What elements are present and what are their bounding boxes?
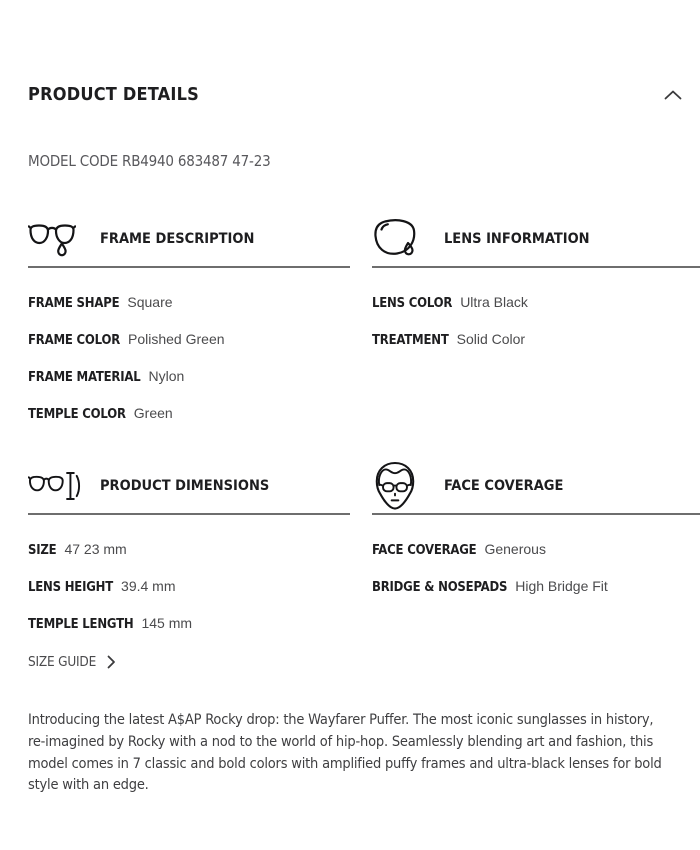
spec-value: Nylon	[148, 368, 185, 384]
section-lens-information	[372, 212, 700, 443]
section-header	[372, 459, 700, 515]
size-guide-link[interactable]	[28, 654, 116, 670]
spec-row-lens-height	[28, 579, 350, 595]
spec-row-frame-shape	[28, 295, 350, 311]
spec-row-frame-material	[28, 369, 350, 385]
spec-row-bridge-nosepads	[372, 579, 700, 595]
chevron-up-icon	[664, 90, 682, 100]
section-header	[28, 459, 350, 515]
spec-label: TEMPLE LENGTH	[28, 617, 134, 632]
spec-value: Polished Green	[128, 331, 225, 347]
spec-list	[28, 542, 350, 671]
chevron-right-icon	[107, 655, 116, 669]
spec-label: TREATMENT	[372, 333, 449, 348]
spec-value: 39.4 mm	[121, 578, 176, 594]
model-code: MODEL CODE RB4940 683487 47-23	[28, 152, 271, 170]
section-title: PRODUCT DIMENSIONS	[100, 478, 270, 494]
spec-list	[372, 542, 700, 595]
aviator-sunglasses-drop-icon	[28, 220, 82, 258]
section-face-coverage	[372, 459, 700, 671]
spec-value: Square	[127, 294, 173, 310]
product-description: Introducing the latest A$AP Rocky drop: the Wayfarer Puffer. The most iconic sunglasses in history, re-imagined by Rocky with a nod to the world of hip-hop. Seamlessly blending art and fashion, this model comes in 7 classic and bold colors with amplified puffy frames and ultra-black lenses for bold style with an edge.	[28, 712, 662, 794]
spec-row-temple-length	[28, 616, 350, 632]
spec-row-size	[28, 542, 350, 558]
spec-row-face-coverage	[372, 542, 700, 558]
spec-label: LENS HEIGHT	[28, 580, 114, 595]
spec-label: SIZE	[28, 543, 57, 558]
spec-list	[372, 295, 700, 348]
section-header	[28, 212, 350, 268]
spec-value: Ultra Black	[460, 294, 528, 310]
spec-value: Green	[133, 405, 173, 421]
spec-row-treatment	[372, 332, 700, 348]
spec-value: Generous	[484, 541, 546, 557]
spec-row-frame-color	[28, 332, 350, 348]
face-with-glasses-icon	[372, 461, 426, 511]
spec-label: FRAME COLOR	[28, 333, 121, 348]
section-product-dimensions	[28, 459, 350, 671]
lens-drop-icon	[372, 218, 426, 260]
section-frame-description	[28, 212, 350, 443]
spec-value: 47 23 mm	[64, 541, 127, 557]
spec-value: Solid Color	[456, 331, 526, 347]
spec-label: FRAME MATERIAL	[28, 370, 141, 385]
product-details-grid	[28, 212, 700, 671]
collapse-section-button[interactable]	[662, 88, 684, 102]
page-title: PRODUCT DETAILS	[28, 84, 199, 105]
size-guide-label: SIZE GUIDE	[28, 654, 97, 670]
glasses-ruler-icon	[28, 468, 82, 504]
section-header	[372, 212, 700, 268]
section-title: FRAME DESCRIPTION	[100, 231, 255, 247]
spec-label: TEMPLE COLOR	[28, 407, 126, 422]
spec-label: FRAME SHAPE	[28, 296, 120, 311]
spec-label: FACE COVERAGE	[372, 543, 477, 558]
spec-row-temple-color	[28, 406, 350, 422]
spec-list	[28, 295, 350, 422]
spec-label: BRIDGE & NOSEPADS	[372, 580, 508, 595]
spec-value: High Bridge Fit	[515, 578, 608, 594]
spec-label: LENS COLOR	[372, 296, 453, 311]
product-details-accordion-header[interactable]	[0, 0, 700, 105]
spec-row-lens-color	[372, 295, 700, 311]
section-title: FACE COVERAGE	[444, 478, 564, 494]
spec-value: 145 mm	[141, 615, 193, 631]
section-title: LENS INFORMATION	[444, 231, 590, 247]
